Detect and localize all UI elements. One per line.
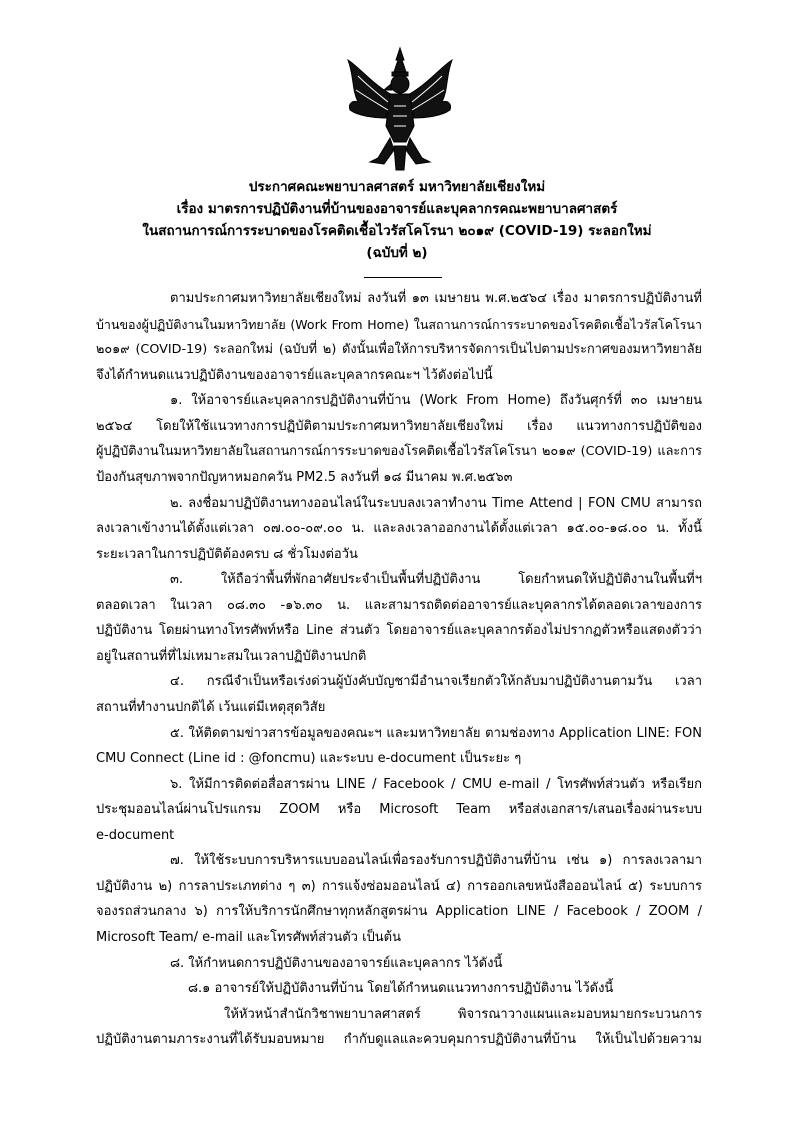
body-line: ประชุมออนไลน์ผ่านโปรแกรม ZOOM หรือ Microsoft Team หรือส่งเอกสาร/เสนอเรื่องผ่านระบบ [96, 802, 702, 817]
body-line: ๘. ให้กำหนดการปฏิบัติงานของอาจารย์และบุคลากร ไว้ดังนี้ [170, 956, 503, 971]
body-line: ปฏิบัติงาน ๒) การลาประเภทต่าง ๆ ๓) การแจ้งซ่อมออนไลน์ ๔) การออกเลขหนังสือออนไลน์ ๕) ระบบการ [96, 879, 702, 894]
body-line: ๔. กรณีจำเป็นหรือเร่งด่วนผู้บังคับบัญชามีอำนาจเรียกตัวให้กลับมาปฏิบัติงานตามวัน เวลา [170, 674, 702, 689]
title-divider [364, 277, 442, 278]
body-line: Microsoft Team/ e-mail และโทรศัพท์ส่วนตัว เป็นต้น [96, 930, 401, 945]
body-line: ให้หัวหน้าสำนักวิชาพยาบาลศาสตร์ พิจารณาวางแผนและมอบหมายกระบวนการ [224, 1007, 702, 1022]
garuda-emblem-icon [344, 46, 456, 172]
body-line: ตามประกาศมหาวิทยาลัยเชียงใหม่ ลงวันที่ ๑๓ เมษายน พ.ศ.๒๕๖๔ เรื่อง มาตรการปฏิบัติงานที่ [170, 291, 702, 306]
body-line: ๕. ให้ติดตามข่าวสารข้อมูลของคณะฯ และมหาวิทยาลัย ตามช่องทาง Application LINE: FON [170, 726, 702, 741]
body-line: จองรถส่วนกลาง ๖) การให้บริการนักศึกษาทุกหลักสูตรผ่าน Application LINE / Facebook / ZOOM / [96, 904, 702, 919]
body-line: ปฏิบัติงานตามภาระงานที่ได้รับมอบหมาย กำกับดูแลและควบคุมการปฏิบัติงานที่บ้าน ให้เป็นไปด้วยความ [96, 1032, 702, 1047]
body-line: ระยะเวลาในการปฏิบัติต้องครบ ๘ ชั่วโมงต่อวัน [96, 547, 358, 562]
body-line: จึงได้กำหนดแนวปฏิบัติงานของอาจารย์และบุคลากรคณะฯ ไว้ดังต่อไปนี้ [96, 368, 493, 383]
body-line: ๒. ลงชื่อมาปฏิบัติงานทางออนไลน์ในระบบลงเวลาทำงาน Time Attend | FON CMU สามารถ [170, 496, 702, 511]
body-line: สถานที่ทำงานปกติได้ เว้นแต่มีเหตุสุดวิสัย [96, 700, 326, 715]
body-line: ๒๕๖๔ โดยให้ใช้แนวทางการปฏิบัติตามประกาศมหาวิทยาลัยเชียงใหม่ เรื่อง แนวทางการปฏิบัติของ [96, 419, 702, 434]
body-line: ๒๐๑๙ (COVID-19) ระลอกใหม่ (ฉบับที่ ๒) ดังนั้นเพื่อให้การบริหารจัดการเป็นไปตามประกาศของมหาวิทยาลัย [96, 342, 702, 357]
body-line: CMU Connect (Line id : @foncmu) และระบบ e-document เป็นระยะ ๆ [96, 751, 522, 766]
announcement-title: ประกาศคณะพยาบาลศาสตร์ มหาวิทยาลัยเชียงใหม่ [248, 179, 546, 195]
announcement-subject-cont: ในสถานการณ์การระบาดของโรคติดเชื้อไวรัสโคโรนา ๒๐๑๙ (COVID-19) ระลอกใหม่ [142, 223, 652, 239]
body-line: อยู่ในสถานที่ที่ไม่เหมาะสมในเวลาปฏิบัติงานปกติ [96, 649, 367, 664]
announcement-subject: เรื่อง มาตรการปฏิบัติงานที่บ้านของอาจารย์และบุคลากรคณะพยาบาลศาสตร์ [176, 201, 618, 217]
body-line: ๑. ให้อาจารย์และบุคลากรปฏิบัติงานที่บ้าน (Work From Home) ถึงวันศุกร์ที่ ๓๐ เมษายน [170, 393, 702, 408]
body-line: ๘.๑ อาจารย์ให้ปฏิบัติงานที่บ้าน โดยได้กำหนดแนวทางการปฏิบัติงาน ไว้ดังนี้ [188, 981, 614, 996]
body-line: ป้องกันสุขภาพจากปัญหาหมอกควัน PM2.5 ลงวันที่ ๑๘ มีนาคม พ.ศ.๒๕๖๓ [96, 470, 513, 485]
announcement-edition: (ฉบับที่ ๒) [366, 245, 428, 261]
body-line: ๖. ให้มีการติดต่อสื่อสารผ่าน LINE / Facebook / CMU e-mail / โทรศัพท์ส่วนตัว หรือเรียก [170, 777, 702, 792]
body-line: ลงเวลาเข้างานได้ตั้งแต่เวลา ๐๗.๐๐-๐๙.๐๐ น. และลงเวลาออกงานได้ตั้งแต่เวลา ๑๕.๐๐-๑๘.๐๐ น. ทั้งนี้ [96, 521, 702, 536]
body-line: e-document [96, 828, 175, 843]
body-line: บ้านของผู้ปฏิบัติงานในมหาวิทยาลัย (Work From Home) ในสถานการณ์การระบาดของโรคติดเชื้อไวรัสโคโรนา [96, 317, 702, 332]
body-line: ปฏิบัติงาน โดยผ่านทางโทรศัพท์หรือ Line ส่วนตัว โดยอาจารย์และบุคลากรต้องไม่ปรากฏตัวหรือแสดงตัวว่า [96, 623, 702, 638]
body-line: ๓. ให้ถือว่าพื้นที่พักอาศัยประจำเป็นพื้นที่ปฏิบัติงาน โดยกำหนดให้ปฏิบัติงานในพื้นที่ฯ [170, 572, 702, 587]
body-line: ๗. ให้ใช้ระบบการบริหารแบบออนไลน์เพื่อรองรับการปฏิบัติงานที่บ้าน เช่น ๑) การลงเวลามา [170, 853, 702, 868]
body-line: ผู้ปฏิบัติงานในมหาวิทยาลัยในสถานการณ์การระบาดของโรคติดเชื้อไวรัสโคโรนา ๒๐๑๙ (COVID-19) และการ [96, 444, 702, 459]
body-line: ตลอดเวลา ในเวลา ๐๘.๓๐ -๑๖.๓๐ น. และสามารถติดต่ออาจารย์และบุคลากรได้ตลอดเวลาของการ [96, 598, 702, 613]
